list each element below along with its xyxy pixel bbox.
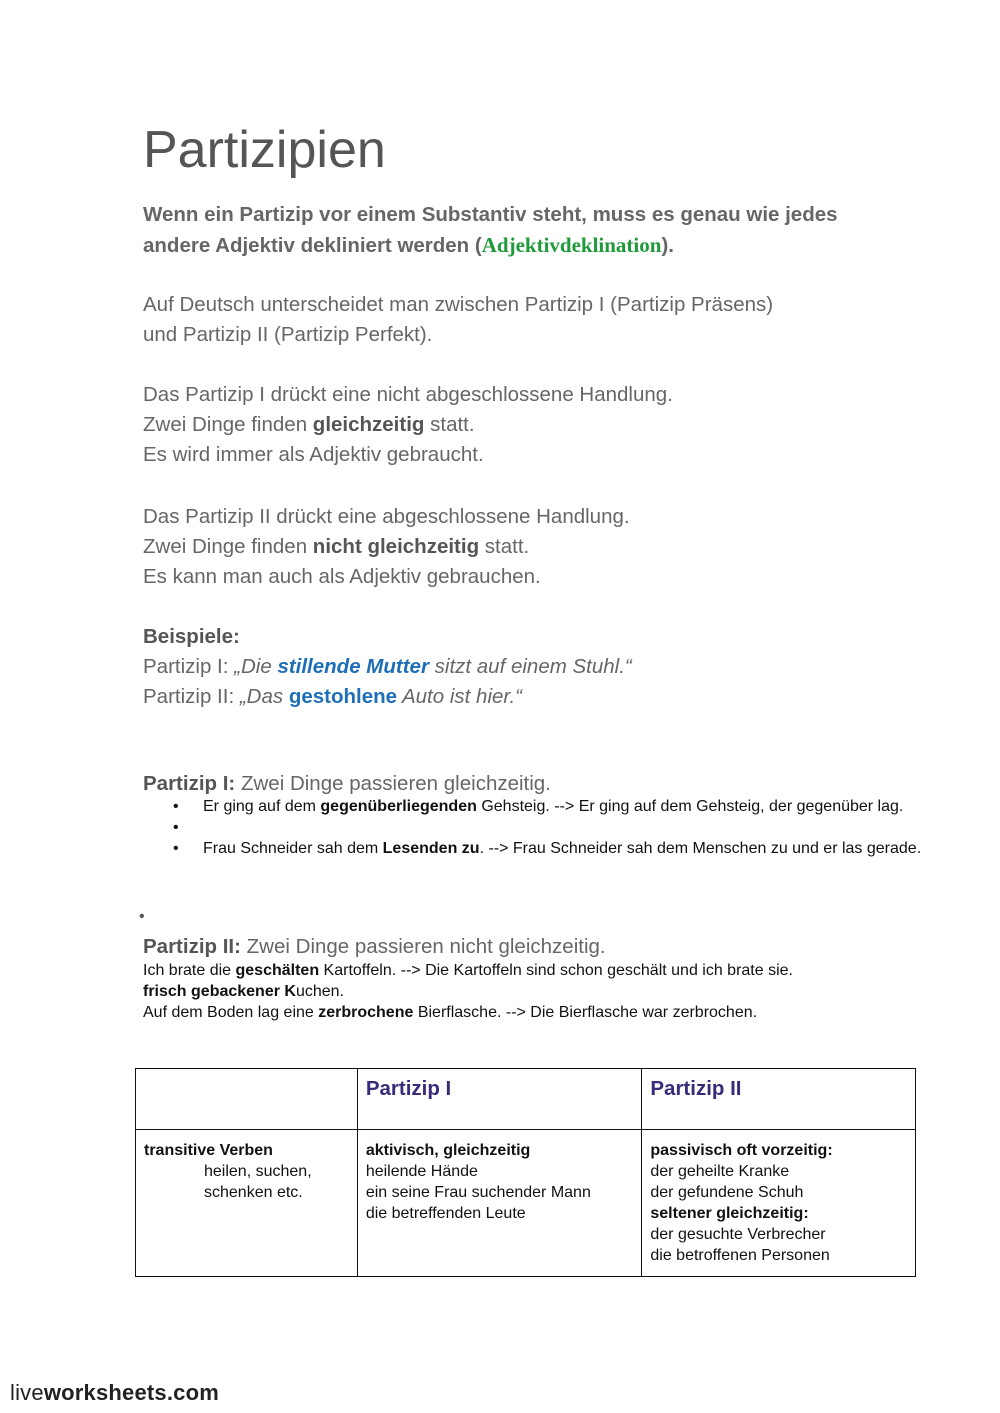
table-cell-verbs	[136, 1130, 358, 1277]
list-item	[203, 838, 923, 859]
section-label: Partizip I:	[143, 772, 236, 795]
section2-lines	[143, 960, 863, 1023]
text: statt.	[424, 413, 475, 436]
logo-part: live	[10, 1380, 44, 1405]
section-text: Zwei Dinge passieren gleichzeitig.	[235, 772, 551, 795]
bold-text: Lesenden zu	[382, 840, 480, 857]
text: Auto ist hier.“	[397, 685, 522, 708]
intro-text: Wenn ein Partizip vor einem Substantiv steht, muss es genau wie jedes andere Adjektiv dekliniert werden (	[143, 203, 838, 257]
partizip1-line-3: Es wird immer als Adjektiv gebraucht.	[143, 443, 484, 466]
bold-text: frisch gebackener K	[143, 983, 296, 1000]
table-row	[136, 1130, 916, 1277]
text: „Das	[239, 685, 289, 708]
text: Bierflasche. --> Die Bierflasche war zerbrochen.	[413, 1004, 758, 1021]
table-header-row	[136, 1069, 916, 1130]
distinguish-line-2: und Partizip II (Partizip Perfekt).	[143, 323, 433, 346]
bold-text: zerbrochene	[318, 1004, 414, 1021]
text: Zwei Dinge finden	[143, 535, 313, 558]
list-item-empty	[203, 817, 923, 838]
text: Frau Schneider sah dem	[203, 840, 383, 857]
cell-line: heilende Hände	[365, 1163, 478, 1180]
table-header-partizip2: Partizip II	[642, 1069, 916, 1130]
section2-line-3	[143, 1002, 863, 1023]
label: Partizip I:	[143, 655, 235, 678]
list-item	[203, 796, 923, 817]
text: Auf dem Boden lag eine	[143, 1004, 319, 1021]
table-header-partizip1: Partizip I	[357, 1069, 642, 1130]
cell-title: seltener gleichzeitig:	[650, 1205, 809, 1222]
text: „Die	[234, 655, 278, 678]
text: sitzt auf einem Stuhl.“	[428, 655, 632, 678]
text: Gehsteig. --> Er ging auf dem Gehsteig, der gegenüber lag.	[476, 798, 904, 815]
section-text: Zwei Dinge passieren nicht gleichzeitig.	[240, 935, 606, 958]
text: Zwei Dinge finden	[143, 413, 313, 436]
partizip2-paragraph	[143, 502, 903, 592]
partizip1-paragraph	[143, 380, 903, 470]
example-2	[143, 682, 903, 712]
cell-line: schenken etc.	[204, 1184, 303, 1201]
bold-text: nicht gleichzeitig	[312, 535, 480, 558]
text: . --> Frau Schneider sah dem Menschen zu und er las gerade.	[479, 840, 922, 857]
adjektivdeklination-link[interactable]: Adjektivdeklination	[481, 233, 662, 257]
cell-line: die betreffenden Leute	[365, 1205, 526, 1222]
examples-block	[143, 622, 903, 712]
cell-line: der geheilte Kranke	[650, 1163, 790, 1180]
partizip1-line-1: Das Partizip I drückt eine nicht abgeschlossene Handlung.	[143, 383, 673, 406]
cell-line: der gefundene Schuh	[650, 1184, 804, 1201]
section2-heading	[143, 933, 606, 961]
cell-line: ein seine Frau suchender Mann	[365, 1184, 591, 1201]
logo-part: .com	[166, 1380, 220, 1405]
stray-bullet-icon: •	[139, 908, 145, 925]
partizip2-line-2	[143, 532, 903, 562]
liveworksheets-logo[interactable]	[10, 1380, 219, 1406]
intro-paragraph	[143, 200, 903, 261]
cell-title: passivisch oft vorzeitig:	[650, 1142, 833, 1159]
text: Ich brate die	[143, 962, 236, 979]
cell-line: der gesuchte Verbrecher	[650, 1226, 826, 1243]
intro-text-end: ).	[661, 234, 674, 257]
heading-text: Beispiele:	[143, 625, 240, 648]
cell-title: aktivisch, gleichzeitig	[365, 1142, 531, 1159]
bold-text: gegenüberliegenden	[320, 798, 477, 815]
distinguish-line-1: Auf Deutsch unterscheidet man zwischen Partizip I (Partizip Präsens)	[143, 293, 774, 316]
partizip2-line-1: Das Partizip II drückt eine abgeschlossene Handlung.	[143, 505, 630, 528]
text: statt.	[479, 535, 530, 558]
section1-list	[143, 796, 923, 859]
examples-heading	[143, 622, 903, 652]
text: Er ging auf dem	[203, 798, 321, 815]
section2-line-2	[143, 981, 863, 1002]
cell-line: die betroffenen Personen	[650, 1247, 830, 1264]
table-header-empty	[136, 1069, 358, 1130]
cell-line: heilen, suchen,	[204, 1163, 312, 1180]
section2-line-1	[143, 960, 863, 981]
highlight: gestohlene	[288, 685, 398, 708]
highlight: stillende Mutter	[277, 655, 429, 678]
distinguish-paragraph	[143, 290, 903, 350]
table-cell-partizip1	[357, 1130, 642, 1277]
section1-heading	[143, 770, 551, 798]
cell-title: transitive Verben	[144, 1142, 273, 1159]
page-title: Partizipien	[143, 121, 386, 179]
text: uchen.	[295, 983, 344, 1000]
label: Partizip II:	[143, 685, 240, 708]
logo-part: worksheets	[43, 1380, 167, 1405]
table-cell-partizip2	[642, 1130, 916, 1277]
partizip2-line-3: Es kann man auch als Adjektiv gebrauchen.	[143, 565, 541, 588]
bold-text: geschälten	[235, 962, 320, 979]
participle-table	[135, 1068, 916, 1277]
example-1	[143, 652, 903, 682]
section-label: Partizip II:	[143, 935, 241, 958]
partizip1-line-2	[143, 410, 903, 440]
bold-text: gleichzeitig	[312, 413, 425, 436]
text: Kartoffeln. --> Die Kartoffeln sind schon geschält und ich brate sie.	[319, 962, 793, 979]
